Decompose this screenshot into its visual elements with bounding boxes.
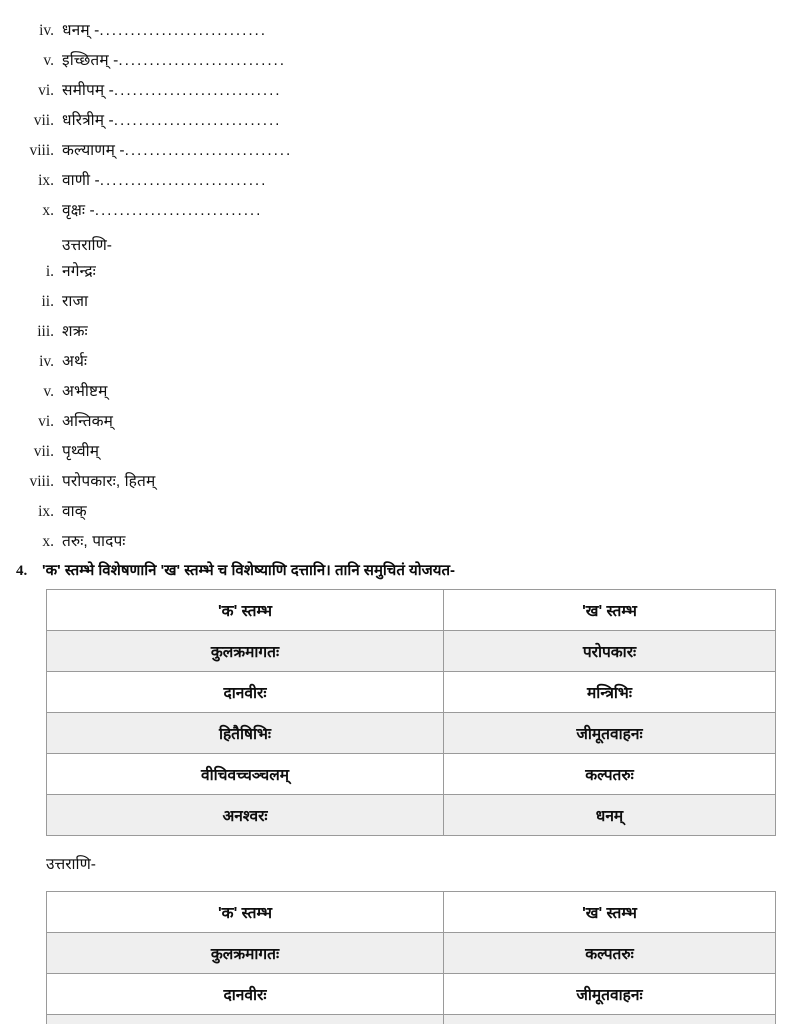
list-item-text: नगेन्द्रः — [62, 263, 96, 280]
column-header-ka: 'क' स्तम्भ — [47, 892, 444, 933]
list-item-numeral: ix. — [38, 503, 54, 520]
list-item-numeral: v. — [43, 383, 54, 400]
list-item — [0, 259, 155, 289]
list-item — [0, 439, 155, 469]
list-item — [0, 198, 292, 228]
list-item — [0, 138, 292, 168]
list-item-numeral: x. — [42, 202, 54, 219]
cell-kha: जीमूतवाहनः — [444, 713, 776, 754]
list-item-numeral: iii. — [37, 323, 54, 340]
list-item-text: कल्याणम् - — [62, 142, 125, 159]
list-item-text: अन्तिकम् — [62, 413, 114, 430]
list-item — [0, 48, 292, 78]
table-row — [47, 631, 776, 672]
list-item — [0, 289, 155, 319]
table-row — [47, 713, 776, 754]
list-item — [0, 349, 155, 379]
match-table-answer-head — [47, 892, 776, 933]
list-item-text: राजा — [62, 293, 89, 310]
list-item-numeral: vii. — [33, 443, 54, 460]
list-item — [0, 409, 155, 439]
list-item-numeral: iv. — [39, 353, 54, 370]
list-item — [0, 108, 292, 138]
table-row — [47, 795, 776, 836]
table-row — [47, 974, 776, 1015]
cell-kha: मन्त्रिभिः — [444, 672, 776, 713]
blank-dotted-line: ........................... — [99, 172, 268, 189]
list-item-text: धनम् - — [62, 22, 100, 39]
fill-in-blanks-list — [0, 18, 292, 228]
table-row — [47, 1015, 776, 1024]
list-item-text: तरुः, पादपः — [62, 533, 126, 550]
cell-ka: हितैषिभिः — [47, 713, 444, 754]
list-item — [0, 499, 155, 529]
list-item-text: अभीष्टम् — [62, 383, 108, 400]
blank-dotted-line: ........................... — [99, 22, 267, 39]
list-item — [0, 78, 292, 108]
list-item — [0, 379, 155, 409]
column-header-kha: 'ख' स्तम्भ — [444, 590, 776, 631]
column-header-ka: 'क' स्तम्भ — [47, 590, 444, 631]
question-4-number: 4. — [16, 563, 28, 579]
cell-ka: वीचिवच्चञ्चलम् — [47, 754, 444, 795]
list-item-text: वाक् — [62, 503, 87, 520]
cell-kha: जीमूतवाहनः — [444, 974, 776, 1015]
table-header-row — [47, 590, 776, 631]
list-item-text: वृक्षः - — [62, 202, 95, 219]
match-table-question-head — [47, 590, 776, 631]
list-item-numeral: vi. — [38, 413, 54, 430]
table-header-row — [47, 892, 776, 933]
list-item-text: समीपम् - — [62, 82, 114, 99]
question-4 — [16, 560, 455, 580]
list-item-numeral: vi. — [38, 82, 54, 99]
question-4-text: 'क' स्तम्भे विशेषणानि 'ख' स्तम्भे च विशेष्याणि दत्तानि। तानि समुचितं योजयत- — [42, 562, 456, 579]
list-item-numeral: viii. — [29, 142, 54, 159]
cell-kha — [444, 1015, 776, 1024]
list-item — [0, 529, 155, 559]
list-item — [0, 168, 292, 198]
blank-dotted-line: ........................... — [113, 82, 282, 99]
cell-kha: कल्पतरुः — [444, 754, 776, 795]
list-item-numeral: i. — [45, 263, 54, 280]
match-table-question — [46, 589, 776, 836]
cell-ka: कुलक्रमागतः — [47, 631, 444, 672]
list-item-numeral: viii. — [29, 473, 54, 490]
match-table-question-body — [47, 631, 776, 836]
list-item-numeral: ix. — [38, 172, 54, 189]
list-item-text: पृथ्वीम् — [62, 443, 100, 460]
list-item-text: इच्छितम् - — [62, 52, 119, 69]
cell-ka: कुलक्रमागतः — [47, 933, 444, 974]
list-item-numeral: iv. — [39, 22, 54, 39]
cell-ka: दानवीरः — [47, 974, 444, 1015]
list-item-text: शक्रः — [62, 323, 88, 340]
blank-dotted-line: ........................... — [118, 52, 286, 69]
cell-ka — [47, 1015, 444, 1024]
column-header-kha: 'ख' स्तम्भ — [444, 892, 776, 933]
list-item-text: वाणी - — [62, 172, 100, 189]
cell-ka: दानवीरः — [47, 672, 444, 713]
list-item-numeral: ii. — [41, 293, 54, 310]
table-row — [47, 754, 776, 795]
answers-heading-2: उत्तराणि- — [46, 856, 96, 873]
table-row — [47, 933, 776, 974]
list-item-numeral: vii. — [33, 112, 54, 129]
cell-kha: परोपकारः — [444, 631, 776, 672]
list-item-text: धरित्रीम् - — [62, 112, 114, 129]
blank-dotted-line: ........................... — [113, 112, 282, 129]
answers-heading-1: उत्तराणि- — [62, 237, 112, 254]
list-item-text: परोपकारः, हितम् — [62, 473, 156, 490]
table-row — [47, 672, 776, 713]
cell-kha: कल्पतरुः — [444, 933, 776, 974]
list-item-text: अर्थः — [62, 353, 88, 370]
blank-dotted-line: ........................... — [94, 202, 263, 219]
list-item — [0, 18, 292, 48]
match-table-answer-body — [47, 933, 776, 1024]
list-item — [0, 469, 155, 499]
match-table-answer — [46, 891, 776, 1024]
blank-dotted-line: ........................... — [124, 142, 293, 159]
cell-kha: धनम् — [444, 795, 776, 836]
answers-list — [0, 259, 155, 559]
list-item — [0, 319, 155, 349]
cell-ka: अनश्वरः — [47, 795, 444, 836]
list-item-numeral: x. — [42, 533, 54, 550]
list-item-numeral: v. — [43, 52, 54, 69]
